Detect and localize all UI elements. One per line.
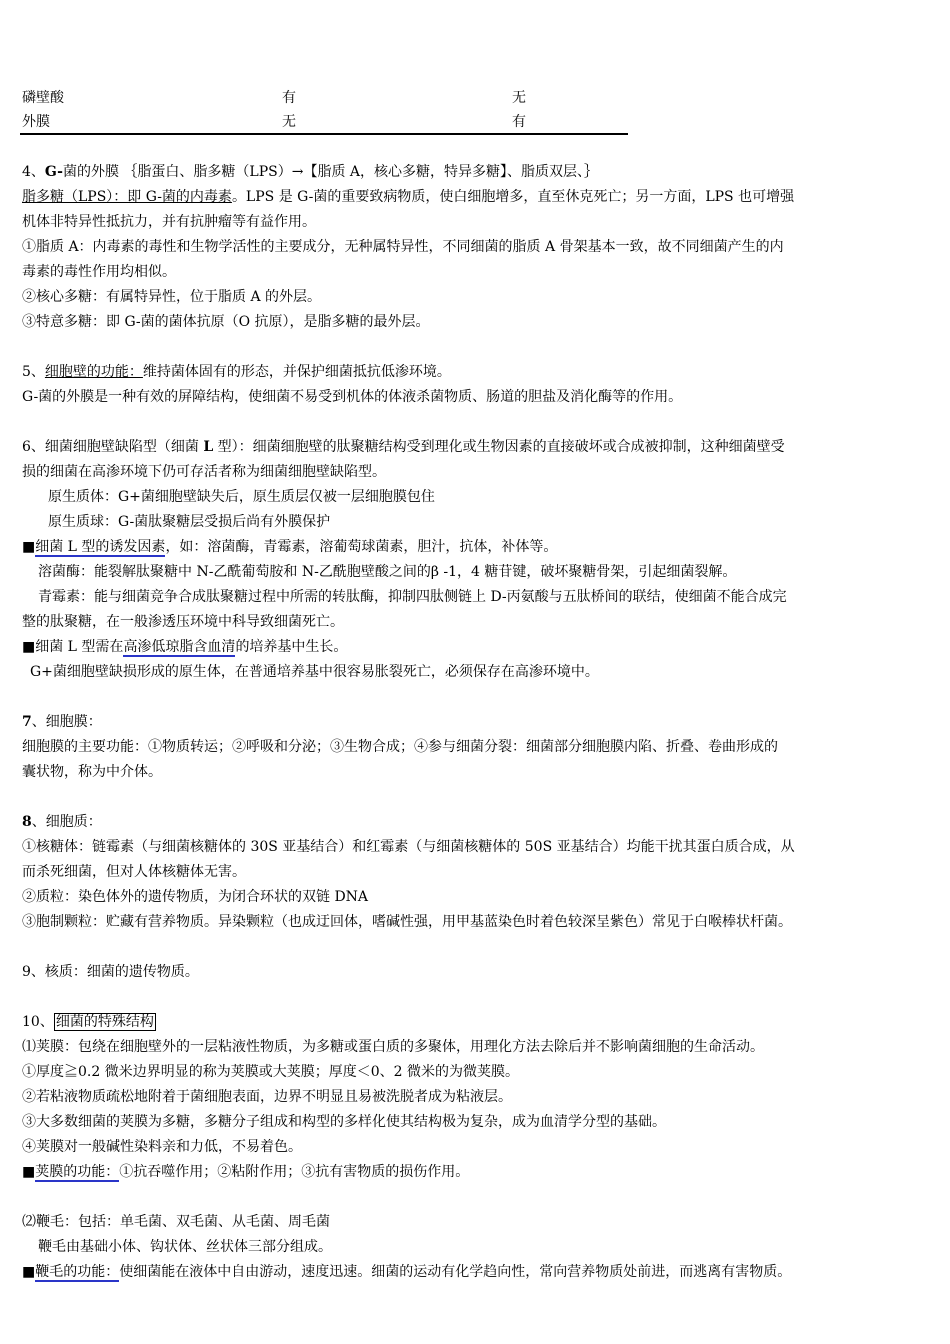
paragraph-text: ①抗吞噬作用；②粘附作用；③抗有害物质的损伤作用。 xyxy=(119,1164,470,1180)
paragraph-line: 细胞膜的主要功能：①物质转运；②呼吸和分泌；③生物合成；④参与细菌分裂：细菌部分细胞膜内陷、折叠、卷曲形成的 xyxy=(22,739,778,755)
heading-text: 型）：细菌细胞壁的肽聚糖结构受到理化或生物因素的直接破坏或合成被抑制，这种细菌壁受 xyxy=(213,439,785,455)
table-cell: 无 xyxy=(512,90,526,106)
section-10-heading xyxy=(22,1012,928,1032)
paragraph-line: 囊状物，称为中介体。 xyxy=(22,764,162,780)
underlined-term: 细菌 L 型的诱发因素 xyxy=(35,539,166,555)
paragraph-line xyxy=(22,1162,928,1182)
bullet-square: ■ xyxy=(22,1264,36,1280)
bullet-square: ■ xyxy=(22,1164,36,1180)
paragraph-text: 使细菌能在液体中自由游动，速度迅速。细菌的运动有化学趋向性，常向营养物质处前进，而逃离有害物质。 xyxy=(119,1264,792,1280)
section-6-heading xyxy=(22,437,928,457)
section-4-heading xyxy=(22,162,928,182)
paragraph-line: 原生质球：G-菌肽聚糖层受损后尚有外膜保护 xyxy=(48,514,331,530)
heading-text: 、细胞膜： xyxy=(31,714,102,730)
section-5-heading xyxy=(22,362,928,382)
g-minus-label: G- xyxy=(44,164,63,180)
section-number: 7 xyxy=(22,714,32,730)
table-cell: 无 xyxy=(282,114,296,130)
table-cell: 磷壁酸 xyxy=(22,90,64,106)
underlined-term: 荚膜的功能： xyxy=(35,1164,120,1180)
section-number: 8 xyxy=(22,814,32,830)
table-cell: 有 xyxy=(512,114,526,130)
table-cell: 外膜 xyxy=(22,114,50,130)
paragraph-line: 原生质体：G+菌细胞壁缺失后，原生质层仅被一层细胞膜包住 xyxy=(48,489,435,505)
boxed-heading: 细菌的特殊结构 xyxy=(55,1014,154,1030)
underlined-term: 高渗低琼脂含血清 xyxy=(123,639,236,655)
paragraph-line: ①核糖体：链霉素（与细菌核糖体的 30S 亚基结合）和红霉素（与细菌核糖体的 50S 亚基结合）均能干扰其蛋白质合成，从 xyxy=(22,839,795,855)
underlined-term: 细胞壁的功能： xyxy=(44,364,143,380)
paragraph-line: 毒素的毒性作用均相似。 xyxy=(22,264,176,280)
heading-text: 菌的外膜 ｛脂蛋白、脂多糖（LPS）→【脂质 A，核心多糖，特异多糖】、脂质双层、｝ xyxy=(62,164,598,180)
heading-text: 6、细菌细胞壁缺陷型（细菌 xyxy=(22,439,204,455)
table-bottom-rule xyxy=(20,133,628,135)
heading-text: 、细胞质： xyxy=(31,814,102,830)
paragraph-line: 青霉素：能与细菌竞争合成肽聚糖过程中所需的转肽酶，抑制四肽侧链上 D-丙氨酸与五肽桥间的联结，使细菌不能合成完 xyxy=(38,589,787,605)
section-number: 10、 xyxy=(22,1014,54,1030)
paragraph-line xyxy=(22,187,928,207)
paragraph-line: ③大多数细菌的荚膜为多糖，多糖分子组成和构型的多样化使其结构极为复杂，成为血清学分型的基础。 xyxy=(22,1114,666,1130)
paragraph-line: 机体非特异性抵抗力，并有抗肿瘤等有益作用。 xyxy=(22,214,316,230)
paragraph-line xyxy=(22,537,928,557)
section-8-heading xyxy=(22,812,928,832)
paragraph-line: G-菌的外膜是一种有效的屏障结构，使细菌不易受到机体的体液杀菌物质、肠道的胆盐及消化酶等的作用。 xyxy=(22,389,683,405)
paragraph-line: ⑴荚膜：包绕在细胞壁外的一层粘液性物质，为多糖或蛋白质的多聚体，用理化方法去除后并不影响菌细胞的生命活动。 xyxy=(22,1039,764,1055)
paragraph-line: ①厚度≧0.2 微米边界明显的称为荚膜或大荚膜；厚度＜0、2 微米的为微荚膜。 xyxy=(22,1064,519,1080)
paragraph-line: ④荚膜对一般碱性染料亲和力低，不易着色。 xyxy=(22,1139,302,1155)
paragraph-line: ②核心多糖：有属特异性，位于脂质 A 的外层。 xyxy=(22,289,322,305)
paragraph-text: 。LPS 是 G-菌的重要致病物质，使白细胞增多，直至休克死亡；另一方面，LPS 也可增强 xyxy=(231,189,795,205)
paragraph-line: ②若粘液物质疏松地附着于菌细胞表面，边界不明显且易被洗脱者成为粘液层。 xyxy=(22,1089,512,1105)
paragraph-line xyxy=(22,1262,928,1282)
underlined-term: 脂多糖（LPS）：即 G-菌的内毒素 xyxy=(22,189,232,205)
paragraph-text: 的培养基中生长。 xyxy=(235,639,348,655)
paragraph-line xyxy=(22,637,928,657)
paragraph-line: 而杀死细菌，但对人体核糖体无害。 xyxy=(22,864,246,880)
paragraph-line: ①脂质 A：内毒素的毒性和生物学活性的主要成分，无种属特异性，不同细菌的脂质 A 骨架基本一致，故不同细菌产生的内 xyxy=(22,239,784,255)
paragraph-line: ③胞制颗粒：贮藏有营养物质。异染颗粒（也成迂回体，嗜碱性强，用甲基蓝染色时着色较深呈紫色）常见于白喉棒状杆菌。 xyxy=(22,914,792,930)
paragraph-line: ③特意多糖：即 G-菌的菌体抗原（O 抗原），是脂多糖的最外层。 xyxy=(22,314,430,330)
paragraph-line: 鞭毛由基础小体、钩状体、丝状体三部分组成。 xyxy=(38,1239,332,1255)
heading-text: 维持菌体固有的形态，并保护细菌抵抗低渗环境。 xyxy=(142,364,451,380)
section-number: 5、 xyxy=(22,364,45,380)
section-7-heading xyxy=(22,712,928,732)
paragraph-line: ②质粒：染色体外的遗传物质，为闭合环状的双链 DNA xyxy=(22,889,369,905)
paragraph-text: ，如：溶菌酶，青霉素，溶葡萄球菌素，胆汁，抗体，补体等。 xyxy=(165,539,558,555)
paragraph-line: ⑵鞭毛：包括：单毛菌、双毛菌、从毛菌、周毛菌 xyxy=(22,1214,330,1230)
section-9-heading: 9、核质：细菌的遗传物质。 xyxy=(22,964,199,980)
bullet-square: ■ xyxy=(22,639,36,655)
section-number: 4、 xyxy=(22,164,45,180)
paragraph-line: 整的肽聚糖，在一般渗透压环境中科导致细菌死亡。 xyxy=(22,614,344,630)
paragraph-line: 溶菌酶：能裂解肽聚糖中 N-乙酰葡萄胺和 N-乙酰胞壁酸之间的β -1，4 糖苷键，破坏聚糖骨架，引起细菌裂解。 xyxy=(38,564,737,580)
paragraph-line: 损的细菌在高渗环境下仍可存活者称为细菌细胞壁缺陷型。 xyxy=(22,464,386,480)
table-cell: 有 xyxy=(282,90,296,106)
bullet-square: ■ xyxy=(22,539,36,555)
l-label: L xyxy=(203,439,214,455)
underlined-term: 鞭毛的功能： xyxy=(35,1264,120,1280)
paragraph-line: G+菌细胞壁缺损形成的原生体，在普通培养基中很容易胀裂死亡，必须保存在高渗环境中。 xyxy=(30,664,599,680)
paragraph-text: 细菌 L 型需在 xyxy=(35,639,124,655)
